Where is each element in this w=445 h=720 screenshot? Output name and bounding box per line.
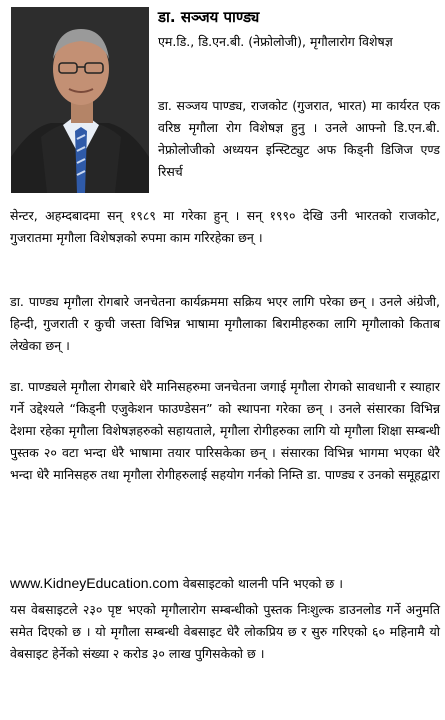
- bio-intro-continuation: सेन्टर, अहम्दबादमा सन् १९८९ मा गरेका हुन् । सन् १९९० देखि उनी भारतको राजकोट, गुजरातमा मृगौला विशेषज्ञको रुपमा काम गरिरहेका छन् ।: [10, 208, 440, 245]
- website-line-text: वेबसाइटको थालनी पनि भएको छ ।: [178, 576, 343, 591]
- website-url: www.KidneyEducation.com: [10, 575, 179, 591]
- website-line: [10, 572, 440, 595]
- foundation-paragraph: डा. पाण्ड्यले मृगौला रोगबारे धेरै मानिसहरुमा जनचेतना जगाई मृगौला रोगको सावधानी र स्याहार गर्ने उद्देश्यले “किड्नी एजुकेशन फाउण्डेसन” को स्थापना गरेका छन् । उनले संसारका विभिन्न देशमा रहेका मृगौला विशेषज्ञहरुको सहायताले, मृगौला रोगीहरुका लागि यो मृगौला शिक्षा सम्बन्धी पुस्तक २० वटा भन्दा धेरै भाषामा तयार पारिसकेका छन् । संसारका विभिन्न भागमा भएका धेरै भन्दा धेरै मानिसहरु तथा मृगौला रोगीहरुलाई सहयोग गर्नको निम्ति डा. पाण्ड्य र उनको समूहद्वारा: [10, 379, 440, 482]
- doctor-qualifications: एम.डि., डि.एन.बी. (नेफ्रोलोजी), मृगौलारोग विशेषज्ञ: [158, 34, 393, 49]
- doctor-portrait-photo: [11, 7, 149, 193]
- awareness-paragraph: डा. पाण्ड्य मृगौला रोगबारे जनचेतना कार्यक्रममा सक्रिय भएर लागि परेका छन् । उनले अंग्रेजी, हिन्दी, गुजराती र कुची जस्ता विभिन्न भाषामा मृगौलाका बिरामीहरुका लागि मृगौलाको किताब लेखेका छन् ।: [10, 294, 440, 353]
- bio-intro-paragraph: डा. सञ्जय पाण्ड्य, राजकोट (गुजरात, भारत) मा कार्यरत एक वरिष्ठ मृगौला रोग विशेषज्ञ हुनु । उनले आफ्नो डि.एन.बी. नेफ्रोलोजीको अध्ययन इन्स्टिट्युट अफ किड्नी डिजिज एण्ड रिसर्च: [158, 98, 440, 179]
- website-stats-paragraph: यस वेबसाइटले २३० पृष्ट भएको मृगौलारोग सम्बन्धीको पुस्तक निःशुल्क डाउनलोड गर्ने अनुमति समेत दिएको छ । यो मृगौला सम्बन्धी वेबसाइट धेरै लोकप्रिय छ र सुरु गरिएको ६० महिनामै यो वेबसाइट हेर्नेको संख्या २ करोड ३० लाख पुगिसकेको छ ।: [10, 602, 440, 661]
- doctor-name: डा. सञ्जय पाण्ड्य: [158, 8, 260, 26]
